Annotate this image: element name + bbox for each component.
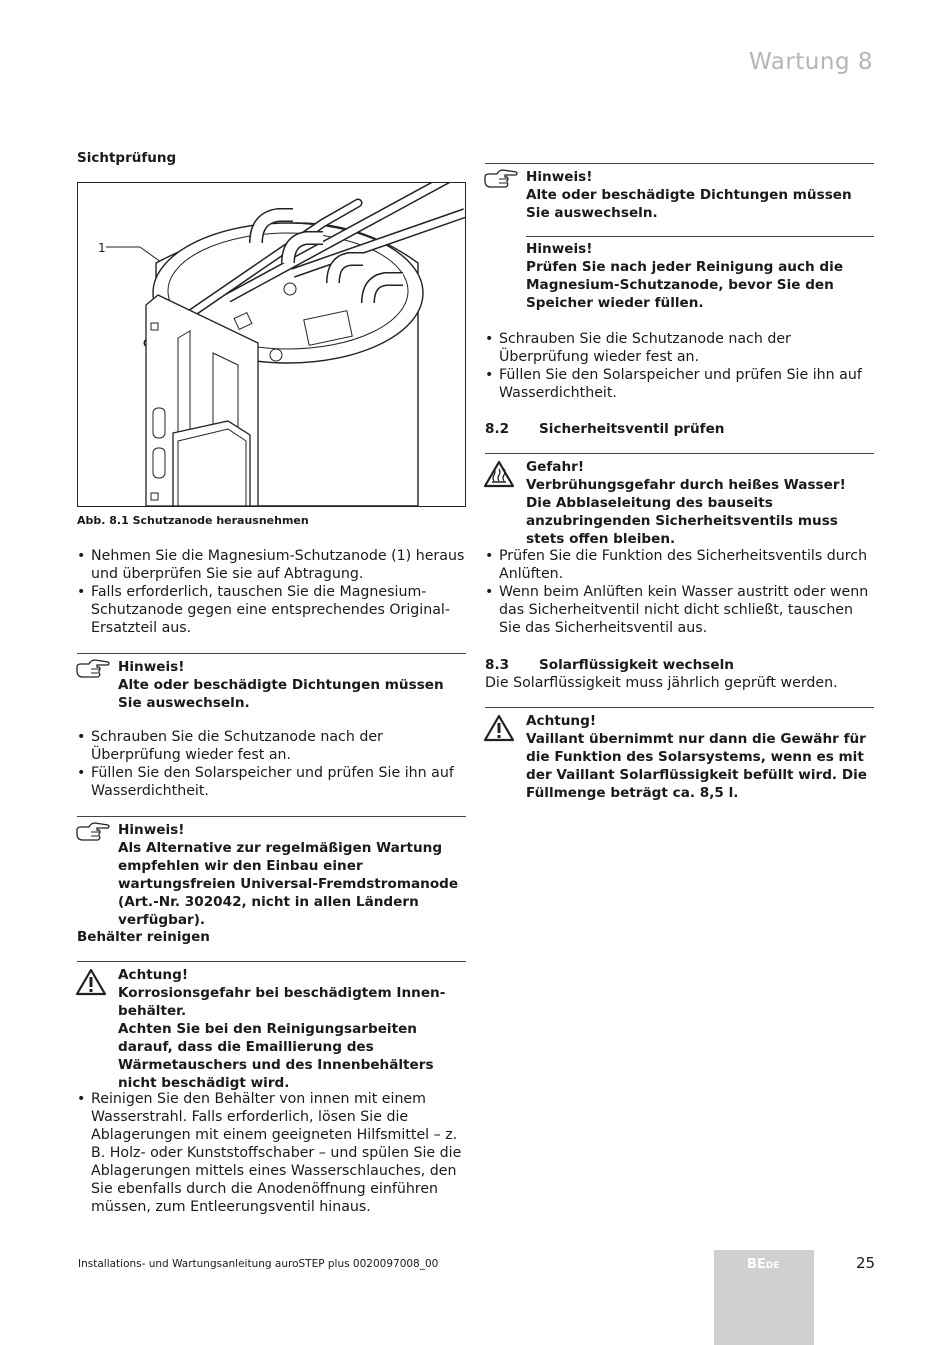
section-number: 8.2 <box>485 421 510 437</box>
notice-hinweis-fremdstromanode <box>77 816 466 929</box>
warning-text: Korrosionsgefahr bei beschädigtem Innenbehälter. <box>118 985 446 1019</box>
notice-text: Alte oder beschädigte Dichtungen müssen Sie auswechseln. <box>526 187 852 221</box>
danger-text: Die Abblaseleitung des bauseits anzubringenden Sicherheitsventils muss stets offen bleiben. <box>526 495 838 547</box>
notice-text: Prüfen Sie nach jeder Reinigung auch die Magnesium-Schutzanode, bevor Sie den Speicher wieder füllen. <box>526 259 844 311</box>
language-tab <box>714 1250 814 1345</box>
notice-title: Hinweis! <box>118 659 185 675</box>
danger-gefahr-verbruehung <box>485 453 874 548</box>
heading-sichtpruefung: Sichtprüfung <box>77 150 177 166</box>
list-item: • Reinigen Sie den Behälter von innen mit einem Wasserstrahl. Falls erforderlich, lösen Sie die Ablagerungen mit einem geeigneten Hilfsmittel – z. B. Holz- oder Kunststoffschaber – und spülen Sie die Ablagerungen mittels eines Wasserschlauches, den Sie ebenfalls durch die Anodenöffnung einführen müssen, zum Entleerungsventil hinaus. <box>77 1090 466 1216</box>
list-item: • Füllen Sie den Solarspeicher und prüfen Sie ihn auf Wasserdichtheit. <box>77 764 466 800</box>
warning-text: Vaillant übernimmt nur dann die Gewähr für die Funktion des Solarsystems, wenn es mit der Vaillant Solarflüssigkeit befüllt wird. Die Füllmenge beträgt ca. 8,5 l. <box>526 731 867 801</box>
warning-achtung-korrosion <box>77 961 466 1092</box>
section-title: Solarflüssigkeit wechseln <box>539 657 734 673</box>
danger-text: Verbrühungsgefahr durch heißes Wasser! <box>526 477 846 493</box>
storage-tank-illustration <box>78 183 465 506</box>
figure-callout-label: 1 <box>98 241 106 255</box>
notice-text: Alte oder beschädigte Dichtungen müssen Sie auswechseln. <box>118 677 444 711</box>
list-item: • Schrauben Sie die Schutzanode nach der Überprüfung wieder fest an. <box>77 728 466 764</box>
pointing-hand-icon <box>483 169 519 194</box>
page-number: 25 <box>856 1254 876 1272</box>
warning-achtung-solarfluessigkeit <box>485 707 874 802</box>
notice-hinweis-dichtungen-right <box>485 163 874 222</box>
list-item: • Schrauben Sie die Schutzanode nach der Überprüfung wieder fest an. <box>485 330 874 366</box>
warning-title: Achtung! <box>526 713 597 729</box>
section-heading-8-2 <box>485 421 725 437</box>
figure-schutzanode <box>77 182 466 507</box>
section-8-3-text: Die Solarflüssigkeit muss jährlich geprüft werden. <box>485 675 838 691</box>
heading-behaelter-reinigen: Behälter reinigen <box>77 929 210 945</box>
list-item: • Wenn beim Anlüften kein Wasser austritt oder wenn das Sicherheitventil nicht dicht schließt, tauschen Sie das Sicherheitsventil aus. <box>485 583 874 637</box>
language-main: BE <box>747 1257 766 1272</box>
list-item: • Prüfen Sie die Funktion des Sicherheitsventils durch Anlüften. <box>485 547 874 583</box>
warning-triangle-icon <box>75 968 107 1001</box>
danger-title: Gefahr! <box>526 459 585 475</box>
warning-triangle-icon <box>483 714 515 747</box>
list-item: • Falls erforderlich, tauschen Sie die Magnesium-Schutzanode gegen eine entsprechendes Original-Ersatzteil aus. <box>77 583 466 637</box>
notice-hinweis-dichtungen <box>77 653 466 712</box>
bullet-list-reassemble-right <box>485 330 874 402</box>
notice-title: Hinweis! <box>526 169 593 185</box>
list-item: • Nehmen Sie die Magnesium-Schutzanode (1) heraus und überprüfen Sie sie auf Abtragung. <box>77 547 466 583</box>
footer-document-title: Installations- und Wartungsanleitung auroSTEP plus 0020097008_00 <box>78 1258 439 1270</box>
language-code <box>747 1257 779 1272</box>
notice-text: Als Alternative zur regelmäßigen Wartung empfehlen wir den Einbau einer wartungsfreien Universal-Fremdstromanode (Art.-Nr. 302042, nicht in allen Ländern verfügbar). <box>118 840 459 928</box>
language-sub: DE <box>765 1261 780 1271</box>
notice-hinweis-magnesium <box>526 236 874 312</box>
page-header-title: Wartung 8 <box>748 49 873 75</box>
figure-caption: Abb. 8.1 Schutzanode herausnehmen <box>77 514 309 527</box>
bullet-list-reassemble <box>77 728 466 800</box>
warning-text: Achten Sie bei den Reinigungsarbeiten darauf, dass die Emaillierung des Wärmetauschers und des Innenbehälters nicht beschädigt wird. <box>118 1021 434 1091</box>
notice-title: Hinweis! <box>118 822 185 838</box>
bullet-list-safety-valve <box>485 547 874 637</box>
section-title: Sicherheitsventil prüfen <box>539 421 725 437</box>
warning-title: Achtung! <box>118 967 189 983</box>
bullet-list-cleaning <box>77 1090 466 1216</box>
notice-title: Hinweis! <box>526 241 593 257</box>
section-number: 8.3 <box>485 657 510 673</box>
pointing-hand-icon <box>75 659 111 684</box>
bullet-list-anode <box>77 547 466 637</box>
hot-surface-warning-icon <box>483 460 515 493</box>
list-item: • Füllen Sie den Solarspeicher und prüfen Sie ihn auf Wasserdichtheit. <box>485 366 874 402</box>
section-heading-8-3 <box>485 657 734 673</box>
pointing-hand-icon <box>75 822 111 847</box>
